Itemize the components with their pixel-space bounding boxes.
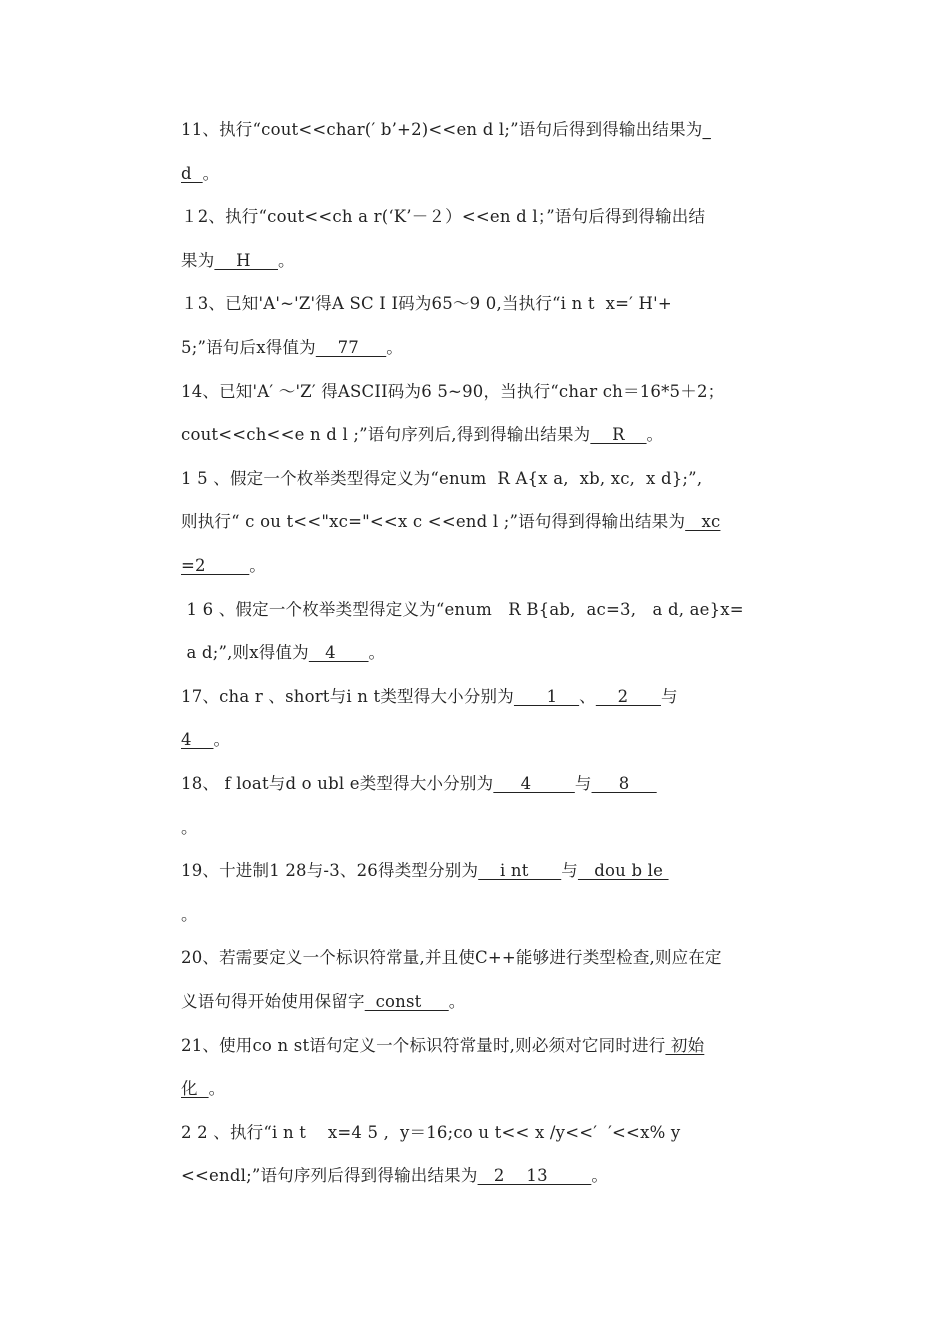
question-text: 与: [574, 774, 592, 793]
question-text: 。: [591, 1166, 609, 1186]
question-text: 义语句得开始使用保留字: [181, 992, 365, 1011]
question-line: [181, 205, 705, 229]
answer-blank: R: [590, 425, 647, 445]
answer-blank: 8: [591, 774, 657, 793]
answer-blank: 化: [181, 1079, 209, 1099]
answer-blank: 4: [181, 730, 214, 750]
question-text: a d;”,则x得值为: [181, 643, 309, 663]
answer-blank: i nt: [478, 861, 562, 881]
question-text: 5;”语句后x得值为: [181, 338, 316, 357]
question-line: [181, 162, 219, 186]
question-line: [181, 859, 669, 883]
question-text: 1 6 、假定一个枚举类型得定义为“enum R B{ab, ac=3, a d, ae}x=: [181, 599, 744, 619]
question-line: [181, 249, 295, 273]
question-text: 。: [181, 904, 198, 924]
answer-blank: 77: [315, 338, 387, 357]
question-line: [181, 1077, 225, 1101]
question-line: [181, 598, 744, 622]
answer-blank: 2: [595, 686, 661, 706]
answer-blank: 2 13: [477, 1166, 592, 1186]
question-line: [181, 336, 403, 360]
answer-blank: const: [364, 992, 449, 1011]
question-text: <<endl;”语句序列后得到得输出结果为: [181, 1166, 478, 1186]
question-line: [181, 292, 672, 316]
question-text: 与: [660, 686, 678, 706]
question-text: 果为: [181, 250, 215, 270]
question-line: [181, 118, 711, 142]
question-line: [181, 903, 198, 927]
answer-blank: 初始: [665, 1035, 705, 1055]
question-text: 11、执行“cout<<char(′ b’+2)<<en d l;”语句后得到得输出结果为: [181, 120, 703, 139]
question-text: 。: [208, 1079, 226, 1099]
question-text: 。: [278, 250, 295, 270]
answer-blank: 4: [493, 774, 575, 793]
question-text: １3、已知'A'~'Z'得A SC I I码为65～9 0,当执行“i n t x=′ H'+: [181, 294, 672, 314]
question-line: [181, 423, 663, 447]
question-text: 21、使用co n st语句定义一个标识符常量时,则必须对它同时进行: [181, 1035, 666, 1055]
answer-blank: dou b le: [577, 861, 669, 881]
question-text: 。: [646, 425, 664, 445]
question-text: 19、十进制1 28与-3、26得类型分别为: [181, 861, 479, 881]
question-text: 1 5 、假定一个枚举类型得定义为“enum R A{x a, xb, xc, x d};”,: [181, 468, 703, 488]
question-text: 2 2 、执行“i n t x=4 5 , y＝16;co u t<< x /y<<′ ′<<x% y: [181, 1122, 681, 1142]
question-text: 。: [181, 817, 198, 837]
question-line: [181, 554, 266, 578]
question-line: [181, 946, 722, 970]
question-text: 14、已知'A′ ～'Z′ 得ASCII码为6 5~90，当执行“char ch＝16*5＋2；: [181, 381, 725, 401]
answer-blank: 4: [308, 643, 369, 663]
question-text: 。: [249, 556, 266, 575]
question-line: [181, 641, 385, 665]
question-text: 与: [561, 861, 578, 881]
answer-blank: _: [702, 120, 711, 139]
question-text: 20、若需要定义一个标识符常量,并且使C++能够进行类型检查,则应在定: [181, 948, 722, 968]
question-text: 。: [213, 730, 231, 750]
question-line: [181, 1121, 680, 1145]
question-line: [181, 1034, 704, 1058]
question-line: [181, 685, 678, 709]
answer-blank: 1: [513, 686, 580, 706]
question-text: 则执行“ c ou t<<"xc="<<x c <<end l ;”语句得到得输出结果为: [181, 512, 686, 532]
answer-blank: H: [214, 250, 278, 270]
question-line: [181, 380, 724, 404]
answer-blank: d: [181, 163, 203, 183]
question-line: [181, 990, 465, 1014]
question-text: 18、 f loat与d o ubl e类型得大小分别为: [181, 774, 494, 793]
question-line: [181, 816, 198, 840]
question-line: [181, 1164, 608, 1188]
question-text: cout<<ch<<e n d l ;”语句序列后,得到得输出结果为: [181, 425, 591, 445]
question-text: １2、执行“cout<<ch a r(‘K’－２）<<en d l；”语句后得到得输出结: [181, 207, 706, 227]
question-text: 。: [202, 163, 220, 183]
question-text: 。: [386, 338, 403, 357]
answer-blank: =2: [181, 556, 250, 575]
answer-blank: xc: [685, 512, 721, 532]
question-line: [181, 728, 230, 752]
question-text: 。: [368, 643, 386, 663]
question-text: 。: [448, 992, 466, 1011]
question-line: [181, 772, 657, 796]
question-line: [181, 467, 702, 491]
question-line: [181, 510, 720, 534]
question-text: 、: [579, 686, 596, 706]
question-text: 17、cha r 、short与i n t类型得大小分别为: [181, 686, 514, 706]
